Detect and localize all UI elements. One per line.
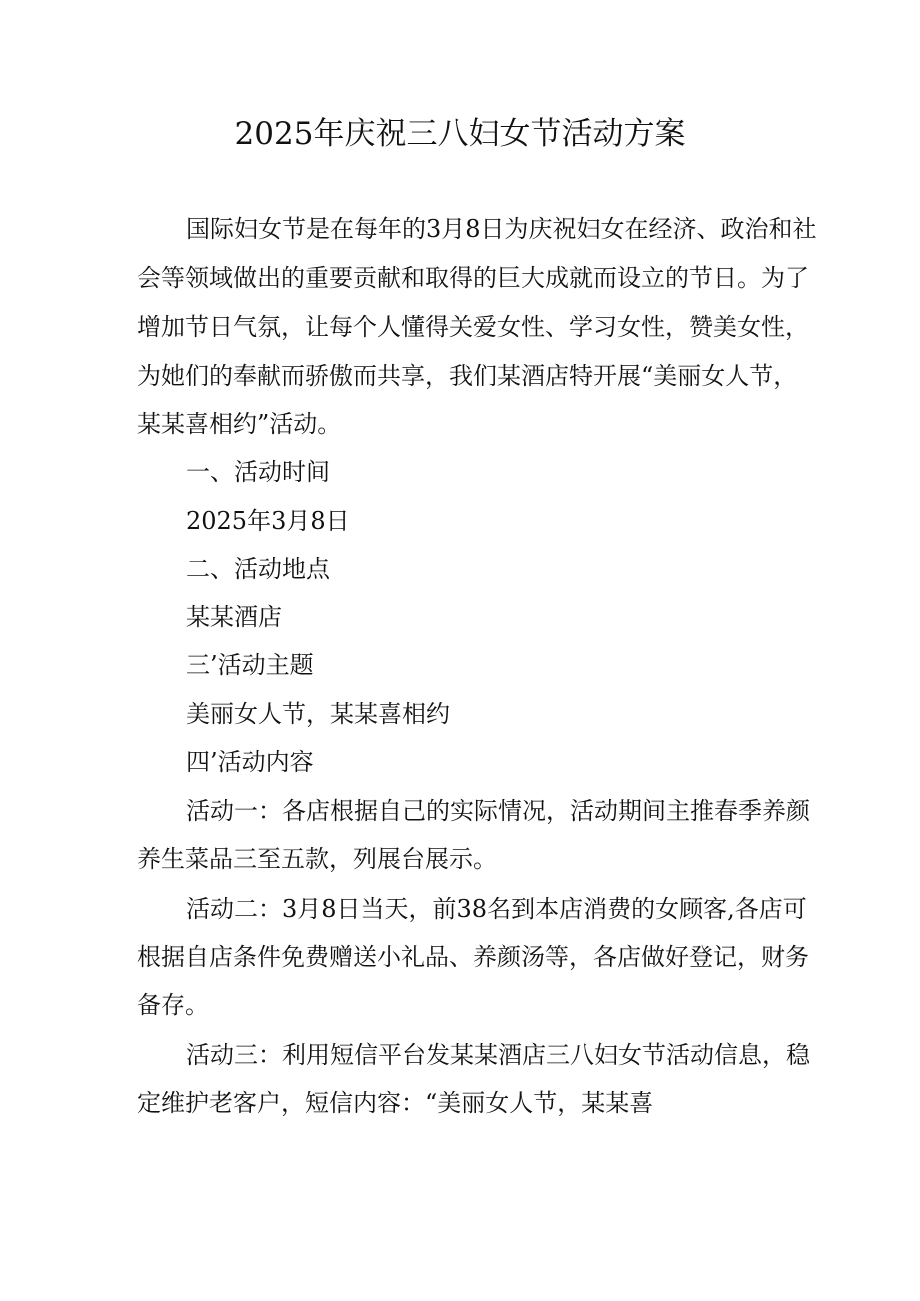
paragraph-intro-line-1: 国际妇女节是在每年的3月8日为庆祝妇女在经济、政治和社 xyxy=(186,215,817,243)
activity-2-line-1: 活动二：3月8日当天，前38名到本店消费的女顾客,各店可 xyxy=(186,895,807,923)
section-heading-content: 四’活动内容 xyxy=(186,748,314,776)
document-title: 2025年庆祝三八妇女节活动方案 xyxy=(234,116,686,152)
paragraph-intro-line-5: 某某喜相约”活动。 xyxy=(137,410,342,438)
section-heading-location: 二、活动地点 xyxy=(186,555,330,583)
section-heading-time: 一、活动时间 xyxy=(186,458,330,486)
activity-1-line-1: 活动一：各店根据自己的实际情况，活动期间主推春季养颜 xyxy=(186,797,810,825)
activity-3-line-1: 活动三：利用短信平台发某某酒店三八妇女节活动信息，稳 xyxy=(186,1041,810,1069)
paragraph-intro-line-3: 增加节日气氛，让每个人懂得关爱女性、学习女性，赞美女性， xyxy=(137,313,809,341)
section-value-theme: 美丽女人节，某某喜相约 xyxy=(186,700,450,728)
activity-3-line-2: 定维护老客户，短信内容：“美丽女人节，某某喜 xyxy=(137,1089,654,1117)
activity-2-line-3: 备存。 xyxy=(137,991,209,1019)
section-value-location: 某某酒店 xyxy=(186,603,282,631)
paragraph-intro-line-2: 会等领域做出的重要贡献和取得的巨大成就而设立的节日。为了 xyxy=(137,264,809,292)
paragraph-intro-line-4: 为她们的奉献而骄傲而共享，我们某酒店特开展“美丽女人节， xyxy=(137,362,798,390)
section-heading-theme: 三’活动主题 xyxy=(186,651,314,679)
section-value-time: 2025年3月8日 xyxy=(186,507,350,535)
activity-1-line-2: 养生菜品三至五款，列展台展示。 xyxy=(137,845,497,873)
activity-2-line-2: 根据自店条件免费赠送小礼品、养颜汤等，各店做好登记，财务 xyxy=(137,943,809,971)
